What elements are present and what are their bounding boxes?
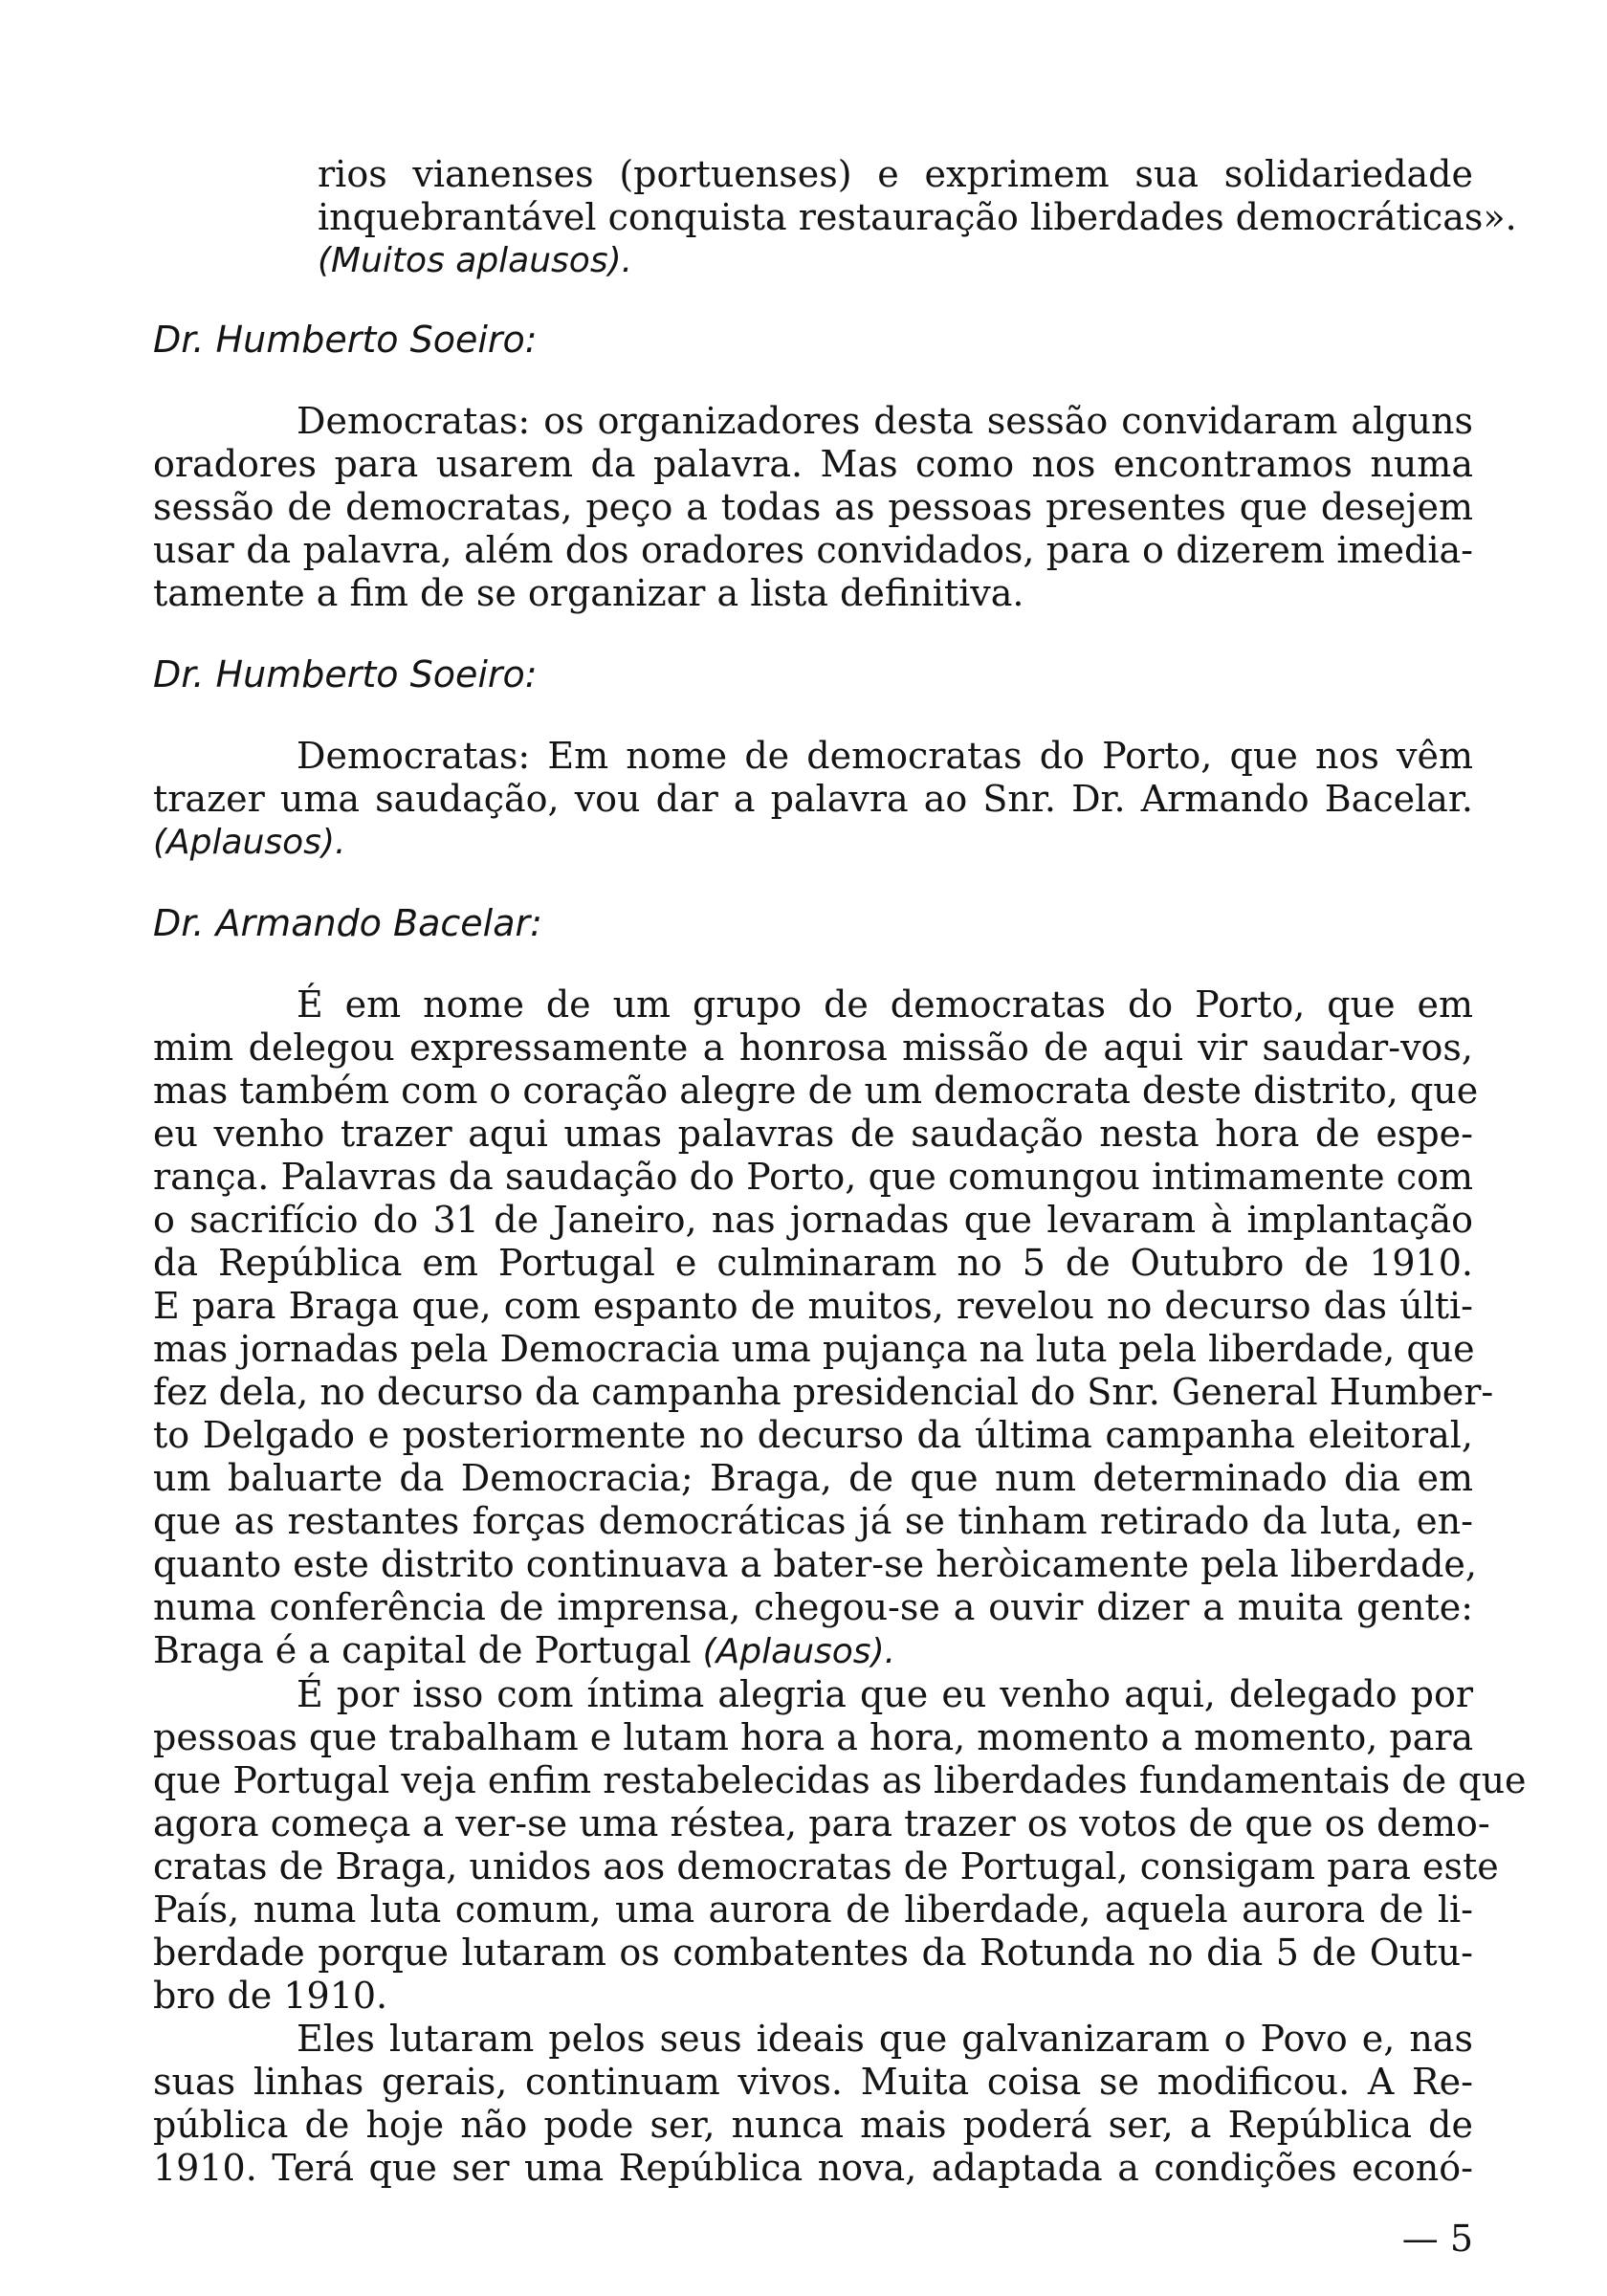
speaker-name: Dr. Armando Bacelar:	[153, 902, 542, 944]
speech-line: Democratas: os organizadores desta sessão convidaram alguns	[297, 400, 1473, 442]
speech-line: suas linhas gerais, continuam vivos. Muita coisa se modificou. A Re-	[153, 2061, 1473, 2103]
speech-line: trazer uma saudação, vou dar a palavra ao Snr. Dr. Armando Bacelar.	[153, 778, 1473, 820]
speech-line: tamente a fim de se organizar a lista definitiva.	[153, 572, 1024, 614]
speech-line: berdade porque lutaram os combatentes da Rotunda no dia 5 de Outu-	[153, 1932, 1473, 1974]
speech-line: numa conferência de imprensa, chegou-se a ouvir dizer a muita gente:	[153, 1586, 1473, 1628]
speech-line: E para Braga que, com espanto de muitos, revelou no decurso das últi-	[153, 1285, 1473, 1327]
speech-line: fez dela, no decurso da campanha presidencial do Snr. General Humber-	[153, 1371, 1494, 1413]
speech-line: oradores para usarem da palavra. Mas como nos encontramos numa	[153, 443, 1473, 485]
speech-line: cratas de Braga, unidos aos democratas de Portugal, consigam para este	[153, 1845, 1499, 1888]
speech-applause: (Aplausos).	[702, 1632, 896, 1671]
speech-line: mas também com o coração alegre de um democrata deste distrito, que	[153, 1070, 1479, 1112]
speaker-name: Dr. Humberto Soeiro:	[153, 319, 538, 361]
speech-line: 1910. Terá que ser uma República nova, adaptada a condições econó-	[153, 2147, 1473, 2189]
speech-line: que as restantes forças democráticas já se tinham retirado da luta, en-	[153, 1500, 1473, 1542]
speech-block-3	[153, 983, 1527, 2190]
speech-block-1	[153, 400, 1473, 615]
speech-line: mas jornadas pela Democracia uma pujança na luta pela liberdade, que	[153, 1328, 1475, 1370]
speech-line: mim delegou expressamente a honrosa missão de aqui vir saudar-vos,	[153, 1027, 1473, 1069]
speech-line: usar da palavra, além dos oradores convidados, para o dizerem imedia-	[153, 529, 1473, 571]
speech-line: um baluarte da Democracia; Braga, de que num determinado dia em	[153, 1457, 1473, 1499]
speech-text: Braga é a capital de Portugal	[153, 1629, 692, 1671]
speech-line: sessão de democratas, peço a todas as pessoas presentes que desejem	[153, 486, 1473, 528]
intro-block	[153, 153, 1517, 282]
page-number: — 5	[1401, 2218, 1473, 2260]
speech-line	[153, 1629, 1473, 1673]
speech-line: to Delgado e posteriormente no decurso da última campanha eleitoral,	[153, 1414, 1473, 1456]
speech-line: bro de 1910.	[153, 1975, 388, 2017]
speech-block-2	[153, 735, 1473, 864]
intro-applause: (Muitos aplausos).	[318, 241, 633, 280]
speech-line: rança. Palavras da saudação do Porto, que comungou intimamente com	[153, 1156, 1473, 1198]
intro-line: rios vianenses (portuenses) e exprimem sua solidariedade	[318, 153, 1473, 195]
speech-line: o sacrifício do 31 de Janeiro, nas jornadas que levaram à implantação	[153, 1199, 1473, 1241]
speaker-name: Dr. Humberto Soeiro:	[153, 653, 538, 695]
speech-line: pública de hoje não pode ser, nunca mais poderá ser, a República de	[153, 2104, 1473, 2146]
page-body	[153, 153, 1527, 2190]
speech-line: da República em Portugal e culminaram no 5 de Outubro de 1910.	[153, 1242, 1473, 1284]
speech-applause: (Aplausos).	[153, 823, 346, 862]
speech-line: É por isso com íntima alegria que eu venho aqui, delegado por	[297, 1673, 1473, 1715]
speech-line: País, numa luta comum, uma aurora de liberdade, aquela aurora de li-	[153, 1888, 1473, 1931]
intro-line: inquebrantável conquista restauração liberdades democráticas».	[318, 196, 1517, 238]
speech-line: É em nome de um grupo de democratas do Porto, que em	[297, 983, 1473, 1026]
speech-line: eu venho trazer aqui umas palavras de saudação nesta hora de espe-	[153, 1113, 1473, 1155]
speech-line: quanto este distrito continuava a bater-se heròicamente pela liberdade,	[153, 1543, 1477, 1585]
speech-line: Democratas: Em nome de democratas do Porto, que nos vêm	[297, 735, 1473, 777]
speech-line: agora começa a ver-se uma réstea, para trazer os votos de que os demo-	[153, 1802, 1490, 1844]
speech-line: Eles lutaram pelos seus ideais que galvanizaram o Povo e, nas	[297, 2018, 1473, 2060]
speech-line: que Portugal veja enfim restabelecidas as liberdades fundamentais de que	[153, 1759, 1527, 1801]
speech-line: pessoas que trabalham e lutam hora a hora, momento a momento, para	[153, 1716, 1474, 1758]
